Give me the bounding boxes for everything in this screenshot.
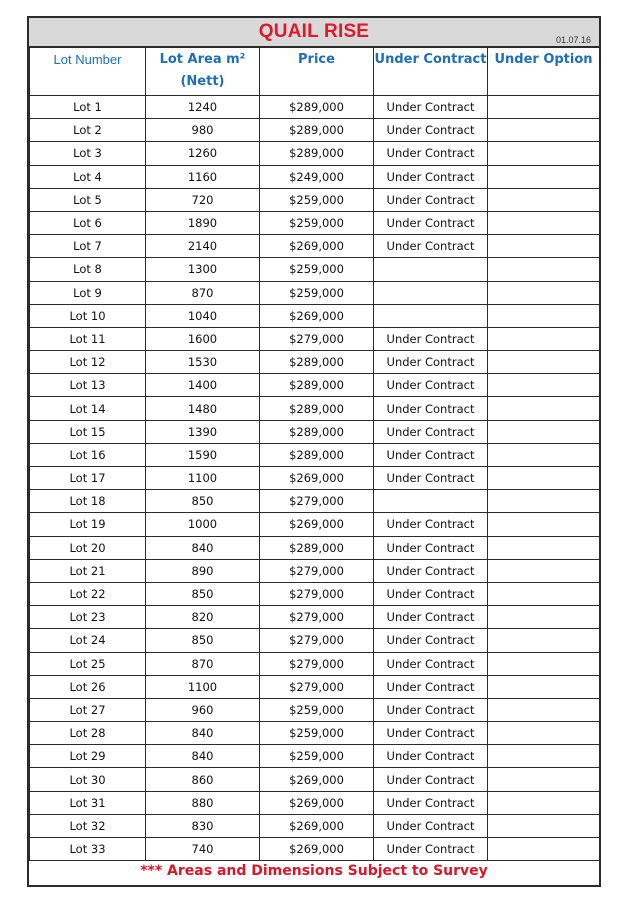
option-status-cell — [488, 652, 600, 675]
price-cell: $269,000 — [260, 768, 374, 791]
contract-status-cell: Under Contract — [374, 443, 488, 466]
lot-number-cell: Lot 17 — [30, 467, 146, 490]
table-row — [30, 467, 600, 490]
table-row — [30, 281, 600, 304]
table-header-row — [30, 47, 600, 96]
price-cell: $279,000 — [260, 559, 374, 582]
option-status-cell — [488, 119, 600, 142]
lot-number-cell: Lot 20 — [30, 536, 146, 559]
lot-area-cell: 890 — [146, 559, 260, 582]
table-row — [30, 513, 600, 536]
option-status-cell — [488, 211, 600, 234]
lot-area-cell: 830 — [146, 814, 260, 837]
contract-status-cell: Under Contract — [374, 374, 488, 397]
option-status-cell — [488, 698, 600, 721]
contract-status-cell: Under Contract — [374, 119, 488, 142]
lot-area-cell: 1890 — [146, 211, 260, 234]
contract-status-cell: Under Contract — [374, 675, 488, 698]
price-cell: $289,000 — [260, 351, 374, 374]
lot-number-cell: Lot 11 — [30, 327, 146, 350]
table-row — [30, 490, 600, 513]
lot-number-cell: Lot 30 — [30, 768, 146, 791]
price-cell: $259,000 — [260, 722, 374, 745]
lot-area-cell: 1590 — [146, 443, 260, 466]
option-status-cell — [488, 745, 600, 768]
table-row — [30, 675, 600, 698]
lot-number-cell: Lot 32 — [30, 814, 146, 837]
contract-status-cell — [374, 281, 488, 304]
option-status-cell — [488, 536, 600, 559]
lot-area-cell: 840 — [146, 745, 260, 768]
price-cell: $279,000 — [260, 675, 374, 698]
lot-number-cell: Lot 5 — [30, 188, 146, 211]
lot-number-cell: Lot 12 — [30, 351, 146, 374]
contract-status-cell: Under Contract — [374, 745, 488, 768]
lot-area-cell: 840 — [146, 722, 260, 745]
lot-area-cell: 1480 — [146, 397, 260, 420]
option-status-cell — [488, 96, 600, 119]
lot-area-cell: 960 — [146, 698, 260, 721]
header-lot-area-nett: (Nett) — [180, 74, 225, 89]
option-status-cell — [488, 559, 600, 582]
option-status-cell — [488, 791, 600, 814]
table-row — [30, 652, 600, 675]
lot-area-cell: 870 — [146, 652, 260, 675]
table-row — [30, 188, 600, 211]
option-status-cell — [488, 235, 600, 258]
lot-area-cell: 720 — [146, 188, 260, 211]
option-status-cell — [488, 188, 600, 211]
table-row — [30, 327, 600, 350]
lot-area-cell: 1000 — [146, 513, 260, 536]
table-row — [30, 374, 600, 397]
lot-area-cell: 840 — [146, 536, 260, 559]
contract-status-cell: Under Contract — [374, 467, 488, 490]
lot-area-cell: 1530 — [146, 351, 260, 374]
lot-number-cell: Lot 24 — [30, 629, 146, 652]
lot-number-cell: Lot 10 — [30, 304, 146, 327]
lot-area-cell: 1400 — [146, 374, 260, 397]
table-row — [30, 606, 600, 629]
table-row — [30, 119, 600, 142]
lot-number-cell: Lot 28 — [30, 722, 146, 745]
contract-status-cell: Under Contract — [374, 722, 488, 745]
lot-number-cell: Lot 22 — [30, 582, 146, 605]
price-cell: $289,000 — [260, 397, 374, 420]
lot-number-cell: Lot 14 — [30, 397, 146, 420]
price-cell: $249,000 — [260, 165, 374, 188]
table-row — [30, 814, 600, 837]
lot-number-cell: Lot 26 — [30, 675, 146, 698]
header-under-contract: Under Contract — [374, 47, 488, 96]
price-cell: $289,000 — [260, 96, 374, 119]
price-cell: $289,000 — [260, 119, 374, 142]
price-cell: $269,000 — [260, 467, 374, 490]
contract-status-cell — [374, 304, 488, 327]
price-cell: $259,000 — [260, 281, 374, 304]
price-cell: $259,000 — [260, 258, 374, 281]
lot-area-cell: 1300 — [146, 258, 260, 281]
contract-status-cell: Under Contract — [374, 582, 488, 605]
lot-number-cell: Lot 1 — [30, 96, 146, 119]
contract-status-cell: Under Contract — [374, 698, 488, 721]
contract-status-cell: Under Contract — [374, 559, 488, 582]
option-status-cell — [488, 351, 600, 374]
lot-area-cell: 880 — [146, 791, 260, 814]
price-cell: $289,000 — [260, 443, 374, 466]
option-status-cell — [488, 165, 600, 188]
lot-area-cell: 1600 — [146, 327, 260, 350]
price-list-sheet — [27, 16, 601, 887]
contract-status-cell: Under Contract — [374, 397, 488, 420]
table-row — [30, 142, 600, 165]
lot-number-cell: Lot 4 — [30, 165, 146, 188]
lot-number-cell: Lot 3 — [30, 142, 146, 165]
lot-area-cell: 1260 — [146, 142, 260, 165]
option-status-cell — [488, 281, 600, 304]
lot-number-cell: Lot 19 — [30, 513, 146, 536]
lot-number-cell: Lot 25 — [30, 652, 146, 675]
lot-number-cell: Lot 23 — [30, 606, 146, 629]
lot-area-cell: 1040 — [146, 304, 260, 327]
table-row — [30, 443, 600, 466]
table-row — [30, 165, 600, 188]
lot-number-cell: Lot 16 — [30, 443, 146, 466]
contract-status-cell: Under Contract — [374, 536, 488, 559]
contract-status-cell: Under Contract — [374, 513, 488, 536]
table-row — [30, 235, 600, 258]
price-cell: $289,000 — [260, 374, 374, 397]
lot-table-body — [30, 96, 600, 861]
price-cell: $279,000 — [260, 606, 374, 629]
lot-number-cell: Lot 31 — [30, 791, 146, 814]
lot-number-cell: Lot 7 — [30, 235, 146, 258]
table-row — [30, 258, 600, 281]
lot-table — [29, 46, 600, 861]
contract-status-cell: Under Contract — [374, 838, 488, 861]
table-row — [30, 582, 600, 605]
price-cell: $289,000 — [260, 142, 374, 165]
option-status-cell — [488, 304, 600, 327]
price-cell: $269,000 — [260, 791, 374, 814]
option-status-cell — [488, 327, 600, 350]
price-cell: $269,000 — [260, 304, 374, 327]
table-row — [30, 629, 600, 652]
table-row — [30, 536, 600, 559]
lot-area-cell: 740 — [146, 838, 260, 861]
table-row — [30, 745, 600, 768]
option-status-cell — [488, 629, 600, 652]
lot-number-cell: Lot 29 — [30, 745, 146, 768]
header-under-option: Under Option — [488, 47, 600, 96]
price-cell: $279,000 — [260, 327, 374, 350]
lot-number-cell: Lot 33 — [30, 838, 146, 861]
lot-area-cell: 870 — [146, 281, 260, 304]
lot-area-cell: 850 — [146, 629, 260, 652]
price-cell: $279,000 — [260, 652, 374, 675]
table-row — [30, 211, 600, 234]
header-lot-number: Lot Number — [30, 47, 146, 96]
contract-status-cell: Under Contract — [374, 606, 488, 629]
contract-status-cell: Under Contract — [374, 791, 488, 814]
option-status-cell — [488, 258, 600, 281]
lot-area-cell: 860 — [146, 768, 260, 791]
contract-status-cell: Under Contract — [374, 96, 488, 119]
option-status-cell — [488, 722, 600, 745]
lot-area-cell: 2140 — [146, 235, 260, 258]
lot-number-cell: Lot 6 — [30, 211, 146, 234]
option-status-cell — [488, 443, 600, 466]
price-cell: $259,000 — [260, 188, 374, 211]
option-status-cell — [488, 467, 600, 490]
title-bar — [29, 18, 599, 48]
contract-status-cell: Under Contract — [374, 814, 488, 837]
header-lot-area — [146, 47, 260, 96]
option-status-cell — [488, 490, 600, 513]
price-cell: $289,000 — [260, 536, 374, 559]
lot-area-cell: 820 — [146, 606, 260, 629]
header-price: Price — [260, 47, 374, 96]
option-status-cell — [488, 768, 600, 791]
price-cell: $259,000 — [260, 211, 374, 234]
lot-number-cell: Lot 13 — [30, 374, 146, 397]
option-status-cell — [488, 513, 600, 536]
price-cell: $259,000 — [260, 745, 374, 768]
option-status-cell — [488, 420, 600, 443]
price-cell: $279,000 — [260, 582, 374, 605]
contract-status-cell: Under Contract — [374, 652, 488, 675]
lot-area-cell: 1160 — [146, 165, 260, 188]
contract-status-cell: Under Contract — [374, 327, 488, 350]
page-title: QUAIL RISE — [258, 21, 370, 42]
option-status-cell — [488, 397, 600, 420]
option-status-cell — [488, 142, 600, 165]
contract-status-cell: Under Contract — [374, 768, 488, 791]
contract-status-cell: Under Contract — [374, 629, 488, 652]
contract-status-cell: Under Contract — [374, 188, 488, 211]
contract-status-cell: Under Contract — [374, 351, 488, 374]
contract-status-cell — [374, 490, 488, 513]
price-cell: $259,000 — [260, 698, 374, 721]
table-row — [30, 791, 600, 814]
lot-area-cell: 850 — [146, 582, 260, 605]
lot-number-cell: Lot 9 — [30, 281, 146, 304]
option-status-cell — [488, 675, 600, 698]
table-row — [30, 351, 600, 374]
price-cell: $269,000 — [260, 513, 374, 536]
lot-area-cell: 1100 — [146, 675, 260, 698]
survey-disclaimer: *** Areas and Dimensions Subject to Survey — [140, 863, 488, 879]
contract-status-cell: Under Contract — [374, 211, 488, 234]
price-cell: $279,000 — [260, 629, 374, 652]
lot-number-cell: Lot 2 — [30, 119, 146, 142]
lot-area-cell: 850 — [146, 490, 260, 513]
lot-area-cell: 980 — [146, 119, 260, 142]
contract-status-cell: Under Contract — [374, 235, 488, 258]
table-row — [30, 397, 600, 420]
table-row — [30, 559, 600, 582]
price-cell: $289,000 — [260, 420, 374, 443]
table-row — [30, 96, 600, 119]
lot-number-cell: Lot 8 — [30, 258, 146, 281]
table-row — [30, 420, 600, 443]
contract-status-cell: Under Contract — [374, 165, 488, 188]
option-status-cell — [488, 374, 600, 397]
table-row — [30, 722, 600, 745]
option-status-cell — [488, 814, 600, 837]
price-cell: $269,000 — [260, 814, 374, 837]
price-cell: $279,000 — [260, 490, 374, 513]
lot-number-cell: Lot 27 — [30, 698, 146, 721]
lot-number-cell: Lot 21 — [30, 559, 146, 582]
lot-number-cell: Lot 18 — [30, 490, 146, 513]
contract-status-cell: Under Contract — [374, 420, 488, 443]
lot-area-cell: 1100 — [146, 467, 260, 490]
lot-number-cell: Lot 15 — [30, 420, 146, 443]
contract-status-cell: Under Contract — [374, 142, 488, 165]
price-cell: $269,000 — [260, 838, 374, 861]
contract-status-cell — [374, 258, 488, 281]
date-label: 01.07.16 — [555, 35, 591, 45]
lot-area-cell: 1390 — [146, 420, 260, 443]
lot-area-cell: 1240 — [146, 96, 260, 119]
option-status-cell — [488, 606, 600, 629]
option-status-cell — [488, 582, 600, 605]
header-lot-area-label: Lot Area m² — [159, 52, 246, 67]
table-row — [30, 698, 600, 721]
price-cell: $269,000 — [260, 235, 374, 258]
table-row — [30, 304, 600, 327]
table-row — [30, 768, 600, 791]
